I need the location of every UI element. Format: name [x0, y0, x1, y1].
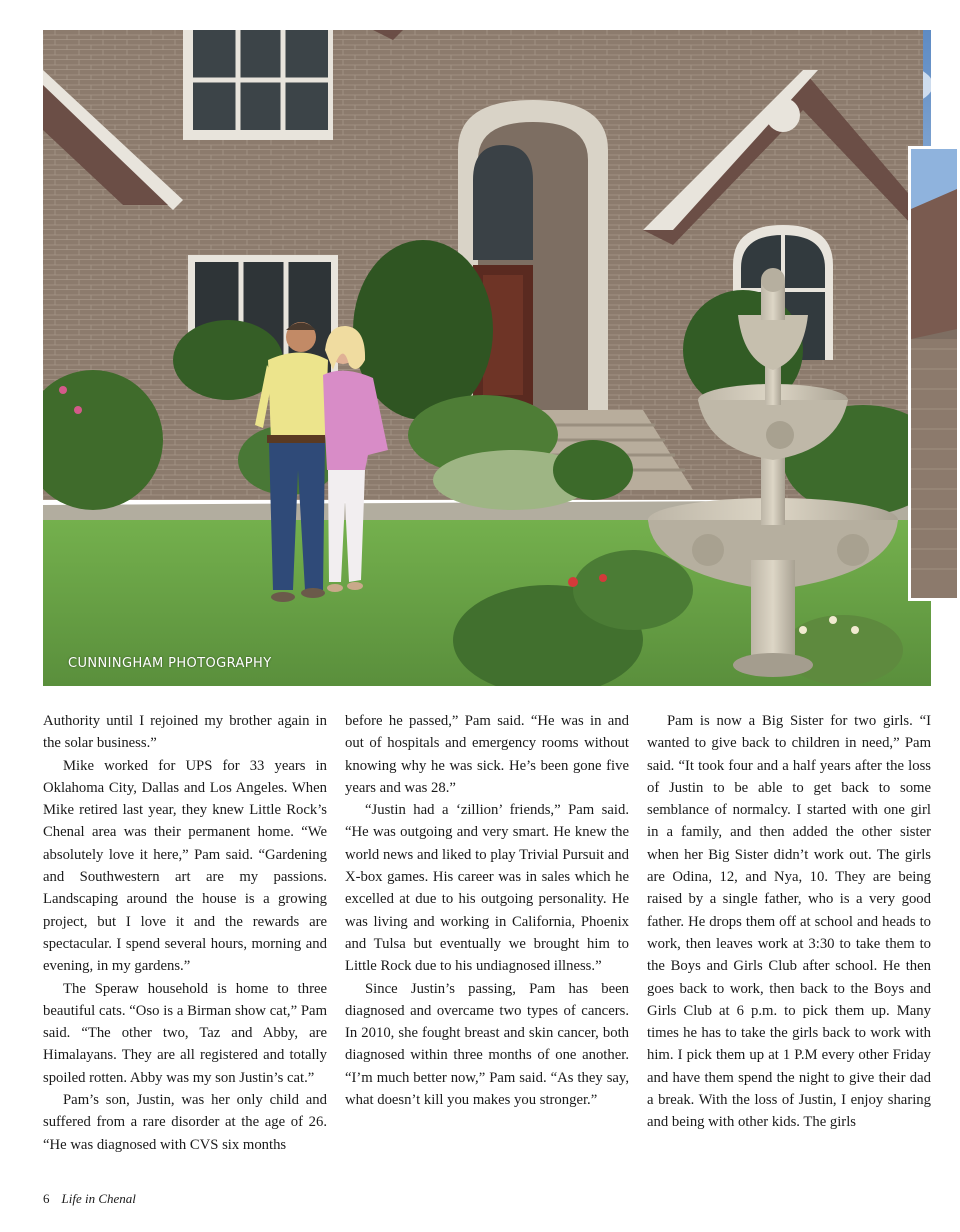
paragraph: Pam’s son, Justin, was her only child and suffered from a rare disorder at the age of 26. “He was diagnosed with CVS six months [43, 1092, 327, 1153]
page-footer [43, 1191, 136, 1207]
paragraph: Since Justin’s passing, Pam has been diagnosed and overcame two types of cancers. In 2010, she fought breast and skin cancer, both diagnosed within three months of one another. “I’m much better now,” Pam said. “As they say, what doesn’t kill you makes you stronger.” [345, 980, 629, 1109]
paragraph: before he passed,” Pam said. “He was in and out of hospitals and emergency rooms without knowing why he was sick. He’s been gone five years and was 28.” [345, 713, 629, 796]
inset-photo-edge [908, 146, 960, 601]
article-column-1 [43, 710, 327, 1156]
paragraph: The Speraw household is home to three beautiful cats. “Oso is a Birman show cat,” Pam said. “The other two, Taz and Abby, are Himalayans. They are all registered and totally spoiled rotten. Abby was my son Justin’s cat.” [43, 980, 327, 1086]
house-photo-illustration [43, 30, 931, 686]
magazine-title: Life in Chenal [61, 1191, 136, 1206]
paragraph: Authority until I rejoined my brother again in the solar business.” [43, 713, 327, 752]
paragraph: “Justin had a ‘zillion’ friends,” Pam said. “He was outgoing and very smart. He knew the world news and liked to play Trivial Pursuit and X-box games. His career was in sales which he excelled at due to his outgoing personality. He was living and working in California, Phoenix and Tulsa but eventually we brought him to Little Rock due to his undiagnosed illness.” [345, 802, 629, 975]
feature-photo [43, 30, 931, 686]
article-column-3 [647, 710, 931, 1134]
page-number: 6 [43, 1191, 50, 1206]
photo-credit: CUNNINGHAM PHOTOGRAPHY [68, 656, 272, 671]
article-column-2 [345, 710, 629, 1111]
inset-photo-illustration [911, 149, 957, 598]
paragraph: Pam is now a Big Sister for two girls. “I wanted to give back to children in need,” Pam said. “It took four and a half years after the loss of Justin to be able to get back to some semblance of normalcy. I started with one girl in a family, and then added the other sister when her Big Sister didn’t work out. The girls are Odina, 12, and Nya, 10. They are being raised by a single father, who is a very good father. He drops them off at school and heads to work, then leaves work at 3:30 to take them to the Boys and Girls Club after school. He then goes back to work, then back to the Boys and Girls Club at 6 p.m. to pick them up. Many times he has to take the girls back to work with him. I pick them up at 1 P.M every other Friday and have them spend the night to give their dad a break. With the loss of Justin, I enjoy sharing and being with other kids. The girls [647, 713, 931, 1131]
paragraph: Mike worked for UPS for 33 years in Oklahoma City, Dallas and Los Angeles. When Mike retired last year, they knew Little Rock’s Chenal area was their permanent home. “We absolutely love it here,” Pam said. “Gardening and Southwestern art are my passions. Landscaping around the house is a growing project, but I love it and the rewards are spectacular. I spend several hours, morning and evening, in my gardens.” [43, 757, 327, 975]
